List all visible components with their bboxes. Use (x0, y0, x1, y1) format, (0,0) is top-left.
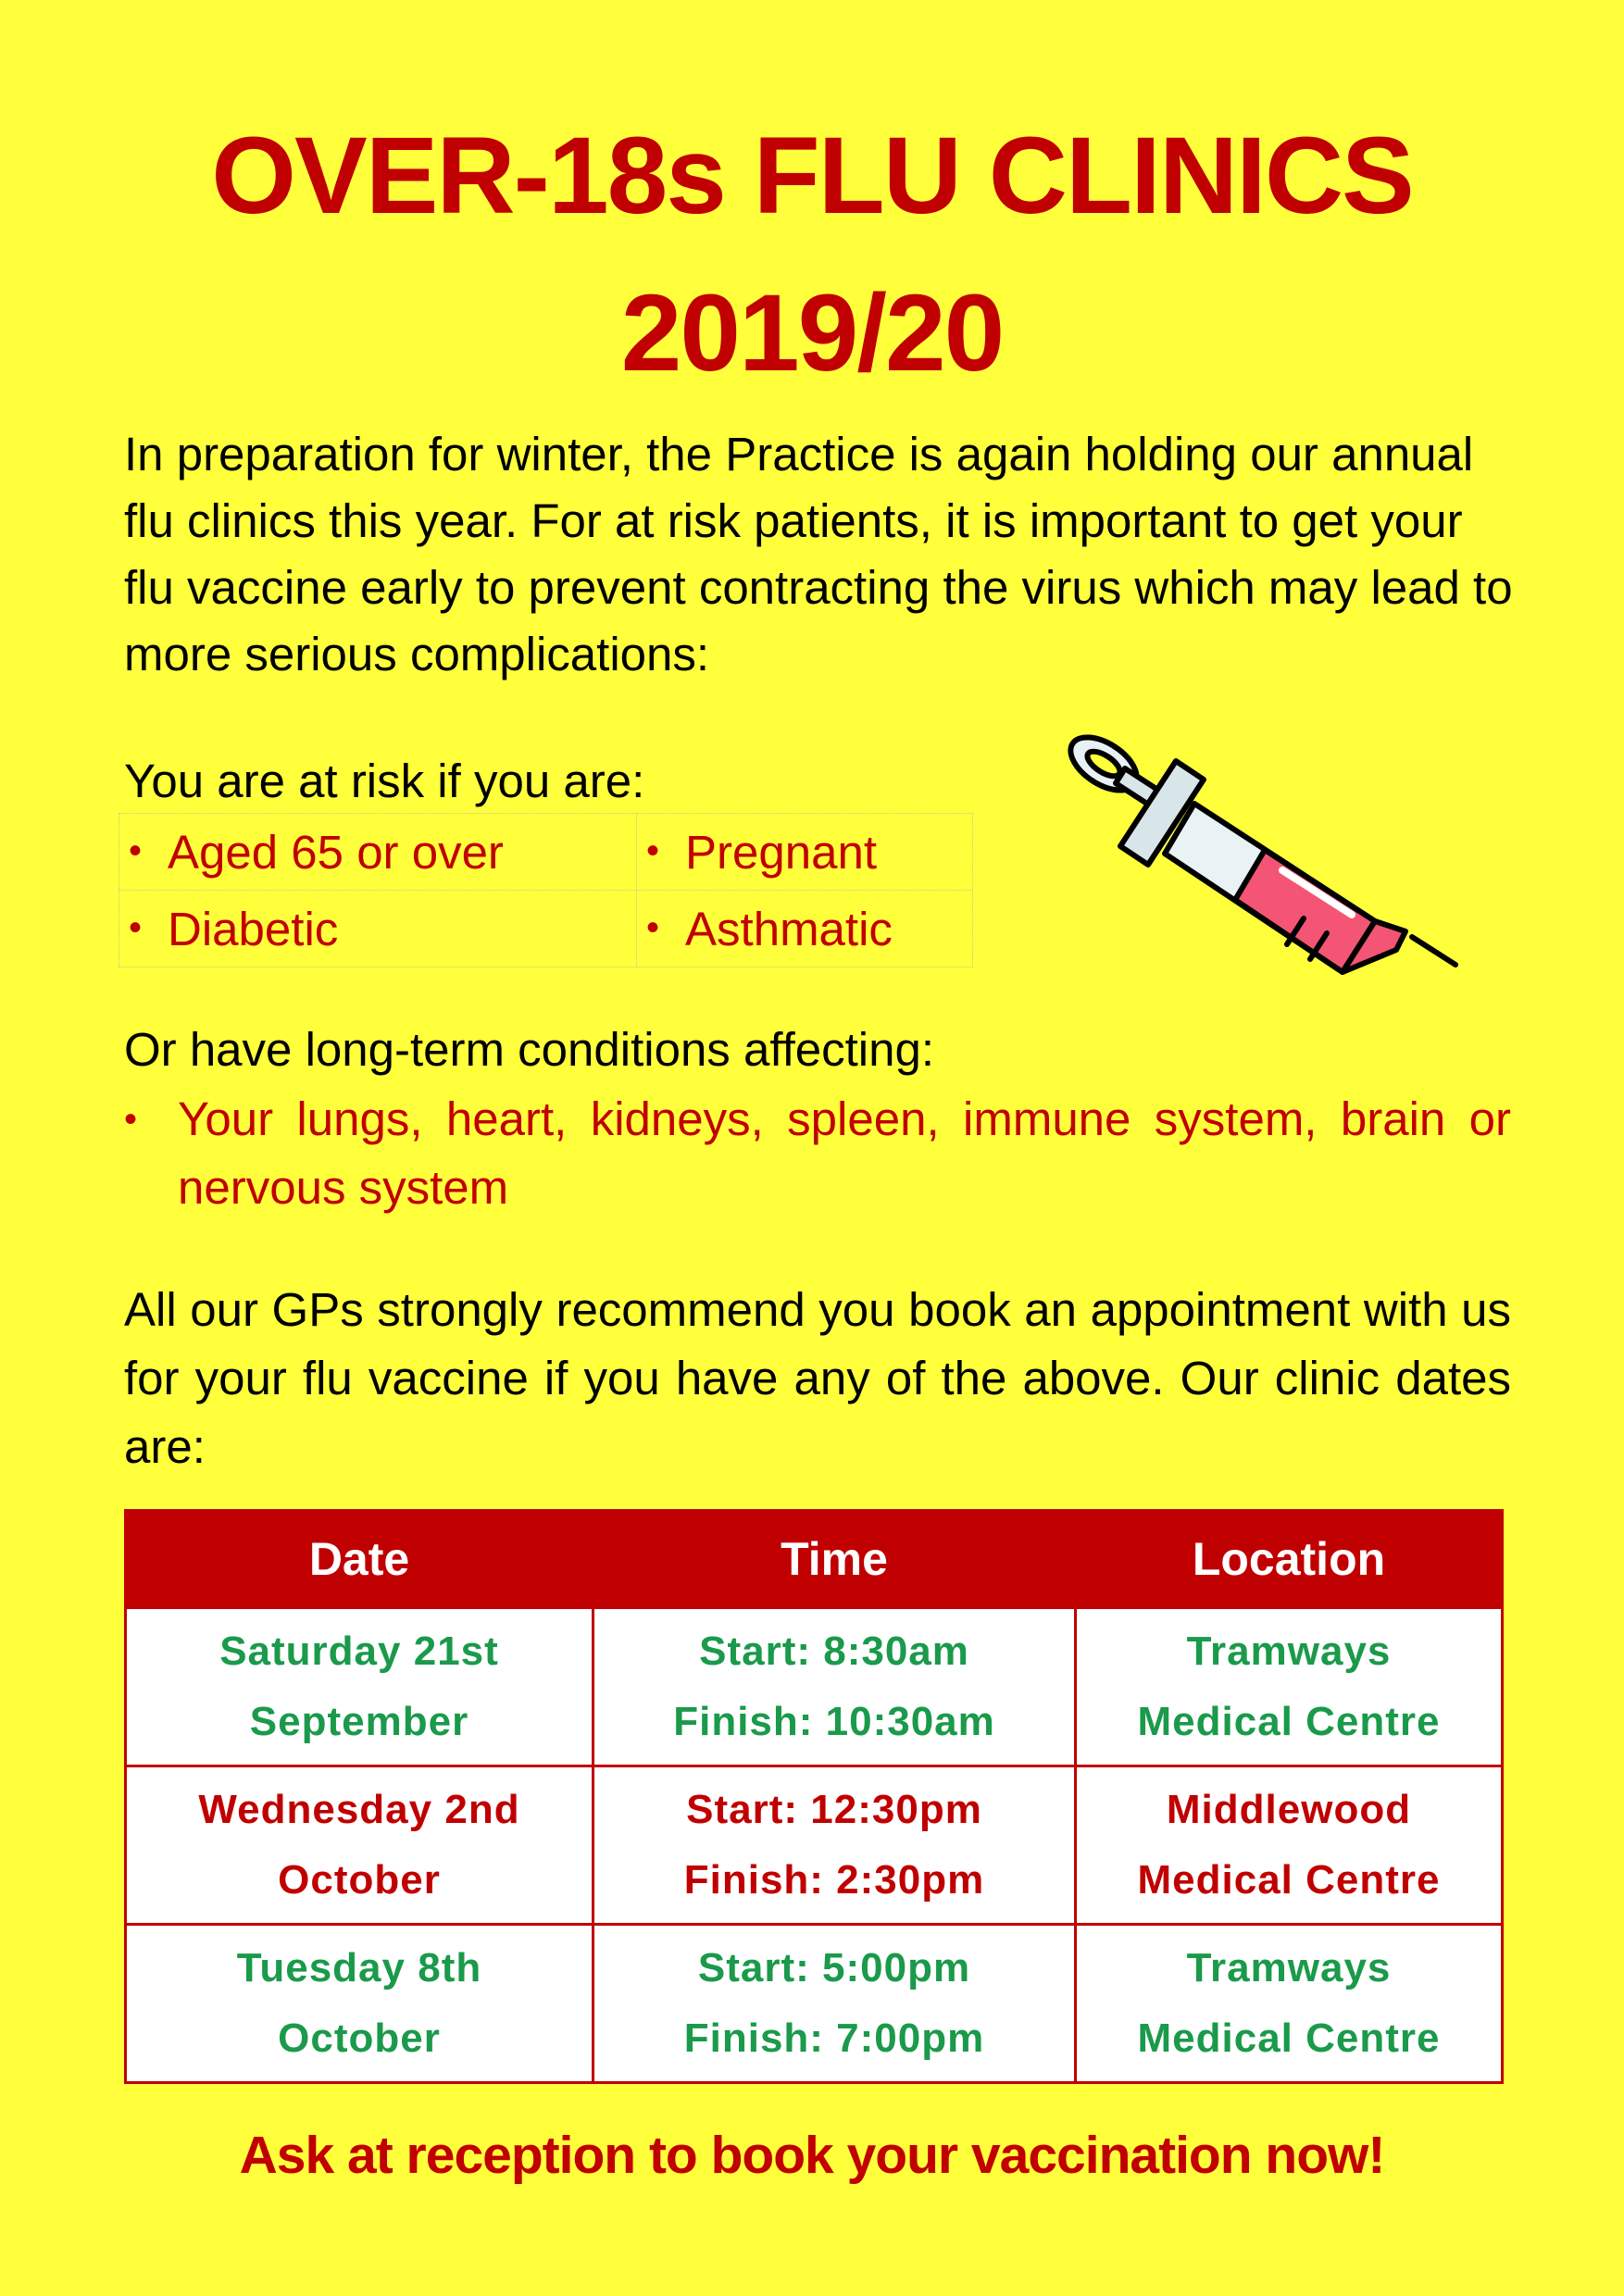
title-line-2: 2019/20 (620, 272, 1004, 394)
risk-item: • Aged 65 or over (119, 814, 637, 891)
risk-item: • Pregnant (637, 814, 973, 891)
clinic-table-header (126, 1511, 1503, 1608)
header-date: Date (126, 1511, 593, 1608)
header-location: Location (1076, 1511, 1503, 1608)
clinic-time: Start: 12:30pm Finish: 2:30pm (593, 1766, 1076, 1925)
clinic-date: Tuesday 8th October (126, 1925, 593, 2083)
clinic-location: Middlewood Medical Centre (1076, 1766, 1503, 1925)
clinic-time: Start: 8:30am Finish: 10:30am (593, 1608, 1076, 1766)
table-row (126, 1608, 1503, 1766)
risk-label: You are at risk if you are: (124, 755, 645, 807)
title-line-1: OVER-18s FLU CLINICS (211, 115, 1413, 237)
footer-cta: Ask at reception to book your vaccination now! (239, 2126, 1385, 2185)
risk-item: • Asthmatic (637, 891, 973, 967)
bullet-icon: • (646, 906, 660, 948)
clinic-time: Start: 5:00pm Finish: 7:00pm (593, 1925, 1076, 2083)
table-row (126, 1925, 1503, 2083)
syringe-icon (1056, 722, 1463, 991)
risk-table (119, 813, 973, 967)
bullet-icon: • (129, 830, 143, 871)
page-title (0, 97, 1624, 412)
clinic-table (124, 1509, 1504, 2084)
table-row (126, 1766, 1503, 1925)
clinic-location: Tramways Medical Centre (1076, 1608, 1503, 1766)
conditions-text: Your lungs, heart, kidneys, spleen, immune system, brain or nervous system (178, 1092, 1511, 1214)
bullet-icon: • (129, 906, 143, 948)
recommendation-paragraph: All our GPs strongly recommend you book an appointment with us for your flu vaccine if you have any of the above. Our clinic dates are: (124, 1283, 1511, 1473)
bullet-icon: • (646, 830, 660, 871)
clinic-location: Tramways Medical Centre (1076, 1925, 1503, 2083)
conditions-label: Or have long-term conditions affecting: (124, 1023, 935, 1076)
header-time: Time (593, 1511, 1076, 1608)
conditions-item (124, 1085, 1511, 1222)
intro-paragraph: In preparation for winter, the Practice is again holding our annual flu clinics this year. For at risk patients, it is important to get your flu vaccine early to prevent contracting the virus which may lead to more serious complications: (124, 428, 1513, 680)
bullet-icon: • (124, 1099, 138, 1140)
clinic-date: Saturday 21st September (126, 1608, 593, 1766)
risk-item: • Diabetic (119, 891, 637, 967)
clinic-date: Wednesday 2nd October (126, 1766, 593, 1925)
